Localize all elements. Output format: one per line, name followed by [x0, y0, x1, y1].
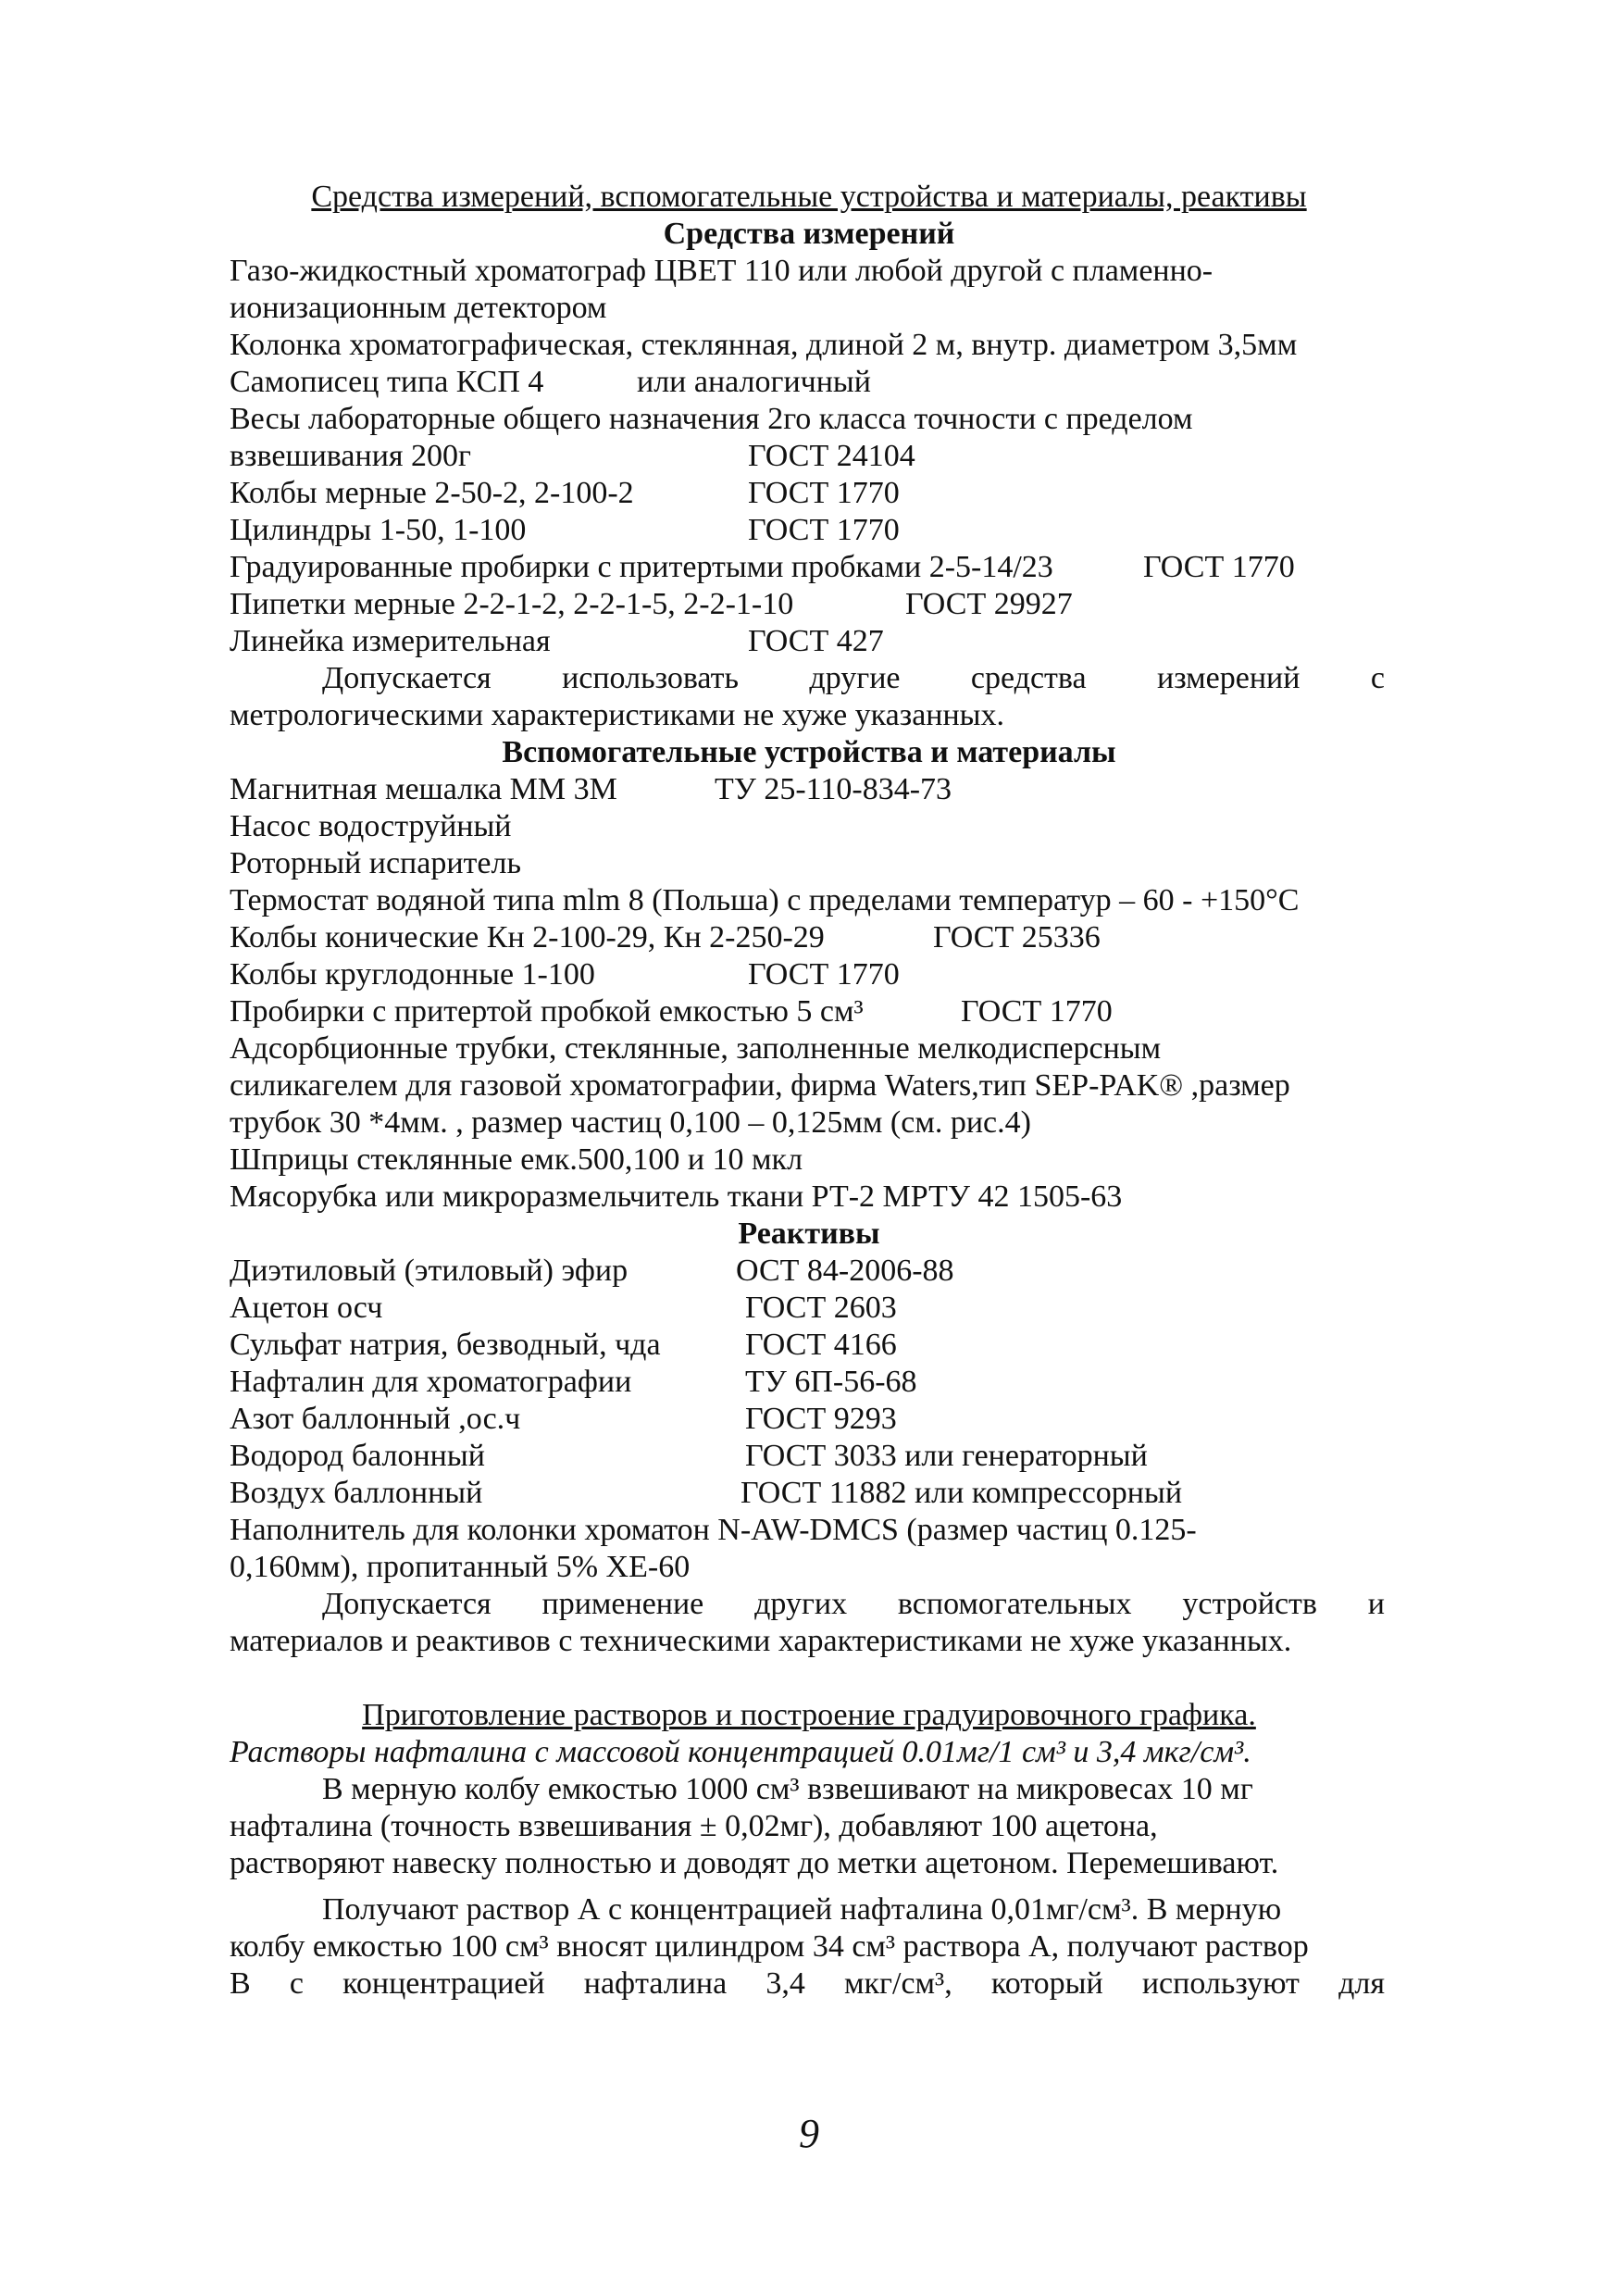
- justified-note-line: [322, 660, 1385, 697]
- reagent-standard: ГОСТ 4166: [745, 1328, 897, 1362]
- reagents-title: Реактивы: [738, 1217, 880, 1251]
- note-word: Допускается: [322, 1587, 492, 1621]
- note-word: измерений: [1157, 661, 1301, 695]
- paragraph-word: концентрацией: [342, 1966, 545, 2001]
- reagent-name: Азот баллонный ,ос.ч: [230, 1402, 521, 1436]
- text-line: 0,160мм), пропитанный 5% XE-60: [230, 1550, 691, 1584]
- reagent-name: Воздух баллонный: [230, 1476, 483, 1510]
- reagent-name: Ацетон осч: [230, 1291, 383, 1325]
- text-line: Адсорбционные трубки, стеклянные, заполненные мелкодисперсным: [230, 1031, 1162, 1066]
- text-line: Весы лабораторные общего назначения 2го класса точности с пределом: [230, 402, 1193, 436]
- note-word: другие: [809, 661, 901, 695]
- reagent-standard: ГОСТ 2603: [745, 1291, 897, 1325]
- recorder-alt: или аналогичный: [637, 365, 871, 399]
- paragraph-line: колбу емкостью 100 см³ вносят цилиндром 34 см³ раствора А, получают раствор: [230, 1929, 1309, 1964]
- item-standard: ГОСТ 25336: [933, 920, 1101, 955]
- paragraph-word: с: [289, 1966, 304, 2001]
- item-name: взвешивания 200г: [230, 439, 471, 473]
- text-line: Термостат водяной типа mlm 8 (Польша) с пределами температур – 60 - +150°С: [230, 883, 1300, 917]
- text-line: Роторный испаритель: [230, 846, 521, 880]
- text-line: материалов и реактивов с техническими характеристиками не хуже указанных.: [230, 1624, 1292, 1658]
- paragraph-word: 3,4: [765, 1966, 805, 2001]
- paragraph-word: для: [1338, 1966, 1385, 2001]
- text-line: ионизационным детектором: [230, 291, 607, 325]
- paragraph-line: растворяют навеску полностью и доводят до метки ацетоном. Перемешивают.: [230, 1846, 1279, 1880]
- justified-paragraph-line: [230, 1965, 1385, 2003]
- measuring-title: Средства измерений: [663, 217, 955, 251]
- item-standard: ГОСТ 427: [748, 624, 884, 658]
- item-name: Магнитная мешалка ММ 3М: [230, 772, 617, 806]
- note-word: с: [1370, 661, 1385, 695]
- reagent-name: Сульфат натрия, безводный, чда: [230, 1328, 661, 1362]
- auxiliary-title: Вспомогательные устройства и материалы: [502, 735, 1116, 769]
- text-line: силикагелем для газовой хроматографии, фирма Waters,тип SEP-PAK® ,размер: [230, 1068, 1290, 1103]
- paragraph-line: Получают раствор А с концентрацией нафталина 0,01мг/см³. В мерную: [322, 1892, 1282, 1927]
- item-name: Линейка измерительная: [230, 624, 551, 658]
- text-line: Насос водоструйный: [230, 809, 512, 843]
- note-word: средства: [970, 661, 1087, 695]
- reagent-name: Нафталин для хроматографии: [230, 1365, 632, 1399]
- item-standard: ГОСТ 1770: [748, 476, 900, 510]
- item-name: Колбы мерные 2-50-2, 2-100-2: [230, 476, 634, 510]
- paragraph-word: нафталина: [583, 1966, 728, 2001]
- item-name: Пробирки с притертой пробкой емкостью 5 см³: [230, 994, 864, 1029]
- text-line: Мясорубка или микроразмельчитель ткани РТ-2 МРТУ 42 1505-63: [230, 1179, 1123, 1214]
- item-name: Цилиндры 1-50, 1-100: [230, 513, 527, 547]
- note-word: использовать: [562, 661, 739, 695]
- item-name: Пипетки мерные 2-2-1-2, 2-2-1-5, 2-2-1-10: [230, 587, 794, 621]
- item-standard: ГОСТ 1770: [748, 957, 900, 992]
- note-word: устройств: [1182, 1587, 1317, 1621]
- reagent-name: Диэтиловый (этиловый) эфир: [230, 1254, 629, 1288]
- preparation-subtitle: Растворы нафталина с массовой концентрацией 0.01мг/1 см³ и 3,4 мкг/см³.: [230, 1735, 1251, 1769]
- paragraph-word: который: [990, 1966, 1103, 2001]
- note-word: и: [1367, 1587, 1385, 1621]
- paragraph-word: используют: [1141, 1966, 1300, 2001]
- text-line: Колонка хроматографическая, стеклянная, длиной 2 м, внутр. диаметром 3,5мм: [230, 328, 1298, 362]
- section-heading: Средства измерений, вспомогательные устройства и материалы, реактивы: [311, 180, 1307, 214]
- text-line: Газо-жидкостный хроматограф ЦВЕТ 110 или любой другой с пламенно-: [230, 254, 1214, 288]
- paragraph-word: В: [230, 1966, 251, 2001]
- text-line: метрологическими характеристиками не хуже указанных.: [230, 698, 1005, 732]
- preparation-title: Приготовление растворов и построение градуировочного графика.: [362, 1698, 1256, 1732]
- text-line: Наполнитель для колонки хроматон N-AW-DMCS (размер частиц 0.125-: [230, 1513, 1197, 1547]
- item-standard: ГОСТ 29927: [905, 587, 1073, 621]
- reagent-standard: ТУ 6П-56-68: [745, 1365, 917, 1399]
- note-word: других: [754, 1587, 848, 1621]
- paragraph-word: мкг/см³,: [844, 1966, 952, 2001]
- item-standard: ГОСТ 1770: [1143, 550, 1295, 584]
- reagent-standard: ГОСТ 9293: [745, 1402, 897, 1436]
- item-standard: ГОСТ 1770: [748, 513, 900, 547]
- page-number: 9: [799, 2111, 819, 2156]
- note-word: применение: [541, 1587, 704, 1621]
- justified-note-line: [322, 1586, 1385, 1623]
- item-name: Колбы конические Кн 2-100-29, Кн 2-250-29: [230, 920, 825, 955]
- paragraph-line: нафталина (точность взвешивания ± 0,02мг), добавляют 100 ацетона,: [230, 1809, 1158, 1843]
- item-standard: ГОСТ 1770: [961, 994, 1113, 1029]
- note-word: вспомогательных: [897, 1587, 1132, 1621]
- reagent-name: Водород балонный: [230, 1439, 485, 1473]
- text-line: Шприцы стеклянные емк.500,100 и 10 мкл: [230, 1142, 803, 1177]
- text-line: трубок 30 *4мм. , размер частиц 0,100 – 0,125мм (см. рис.4): [230, 1105, 1031, 1140]
- item-name: Колбы круглодонные 1-100: [230, 957, 595, 992]
- reagent-standard: ОСТ 84-2006-88: [736, 1254, 954, 1288]
- item-standard: ТУ 25-110-834-73: [715, 772, 952, 806]
- recorder-name: Самописец типа КСП 4: [230, 365, 544, 399]
- item-standard: ГОСТ 24104: [748, 439, 915, 473]
- paragraph-line: В мерную колбу емкостью 1000 см³ взвешивают на микровесах 10 мг: [322, 1772, 1253, 1806]
- note-word: Допускается: [322, 661, 492, 695]
- reagent-standard: ГОСТ 3033 или генераторный: [745, 1439, 1148, 1473]
- reagent-standard: ГОСТ 11882 или компрессорный: [741, 1476, 1183, 1510]
- item-name: Градуированные пробирки с притертыми пробками 2-5-14/23: [230, 550, 1053, 584]
